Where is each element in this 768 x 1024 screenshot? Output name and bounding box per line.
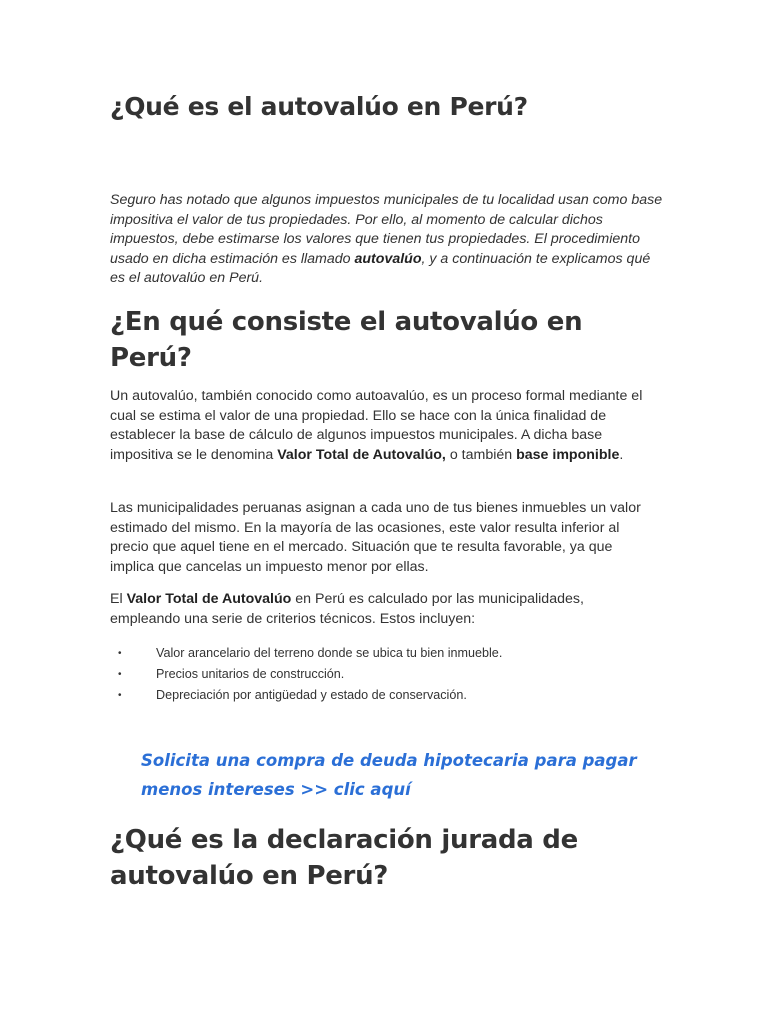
intro-bold-term: autovalúo xyxy=(354,250,422,267)
page-title: ¿Qué es el autovalúo en Perú? xyxy=(110,92,528,121)
bullet-icon: • xyxy=(118,690,122,701)
bullet-icon: • xyxy=(118,669,122,680)
section1-paragraph-1 xyxy=(110,387,658,465)
section1-paragraph-3 xyxy=(110,590,658,629)
intro-text-after: , y a continuación te explicamos qué es el autovalúo en Perú. xyxy=(110,250,651,287)
para1-bold-valor-total: Valor Total de Autovalúo, xyxy=(277,446,446,463)
section-heading-consiste: ¿En qué consiste el autovalúo en Perú? xyxy=(110,307,583,373)
para1-text-middle: o también xyxy=(445,446,517,463)
bullet-icon: • xyxy=(118,648,122,659)
promo-link[interactable]: Solicita una compra de deuda hipotecaria para pagar menos intereses >> clic aquí xyxy=(141,751,637,799)
intro-text-before: Seguro has notado que algunos impuestos municipales de tu localidad usan como base impositiva el valor de tus propiedades. Por ello, al momento de calcular dichos impuestos, debe estimarse los valores que tienen tus propiedades. El procedimiento usado en dicha estimación es llamado xyxy=(110,192,663,267)
para3-text-before: El xyxy=(110,591,127,607)
list-item-text: Precios unitarios de construcción. xyxy=(156,667,345,681)
para1-text-before: Un autovalúo, también conocido como autoavalúo, es un proceso formal mediante el cual se estima el valor de una propiedad. Ello se hace con la única finalidad de establecer la base de cálculo de algunos impuestos municipales. A dicha base impositiva se le denomina xyxy=(110,388,643,463)
list-item xyxy=(110,685,650,706)
criteria-list xyxy=(110,643,650,706)
para1-bold-base-imponible: base imponible xyxy=(516,446,620,463)
section-heading-declaracion: ¿Qué es la declaración jurada de autovalúo en Perú? xyxy=(110,825,578,891)
section1-paragraph-2: Las municipalidades peruanas asignan a cada uno de tus bienes inmuebles un valor estimado del mismo. En la mayoría de las ocasiones, este valor resulta inferior al precio que aquel tiene en el mercado. Situación que te resulta favorable, ya que implica que cancelas un impuesto menor por ellas. xyxy=(110,500,641,575)
para3-text-after: en Perú es calculado por las municipalidades, empleando una serie de criterios técnicos. Estos incluyen: xyxy=(110,591,584,627)
list-item-text: Valor arancelario del terreno donde se ubica tu bien inmueble. xyxy=(156,646,503,660)
para1-text-after: . xyxy=(619,446,624,463)
intro-paragraph xyxy=(110,191,666,289)
para3-bold-valor-total: Valor Total de Autovalúo xyxy=(126,591,292,607)
list-item xyxy=(110,664,650,685)
list-item xyxy=(110,643,650,664)
list-item-text: Depreciación por antigüedad y estado de conservación. xyxy=(156,688,467,702)
